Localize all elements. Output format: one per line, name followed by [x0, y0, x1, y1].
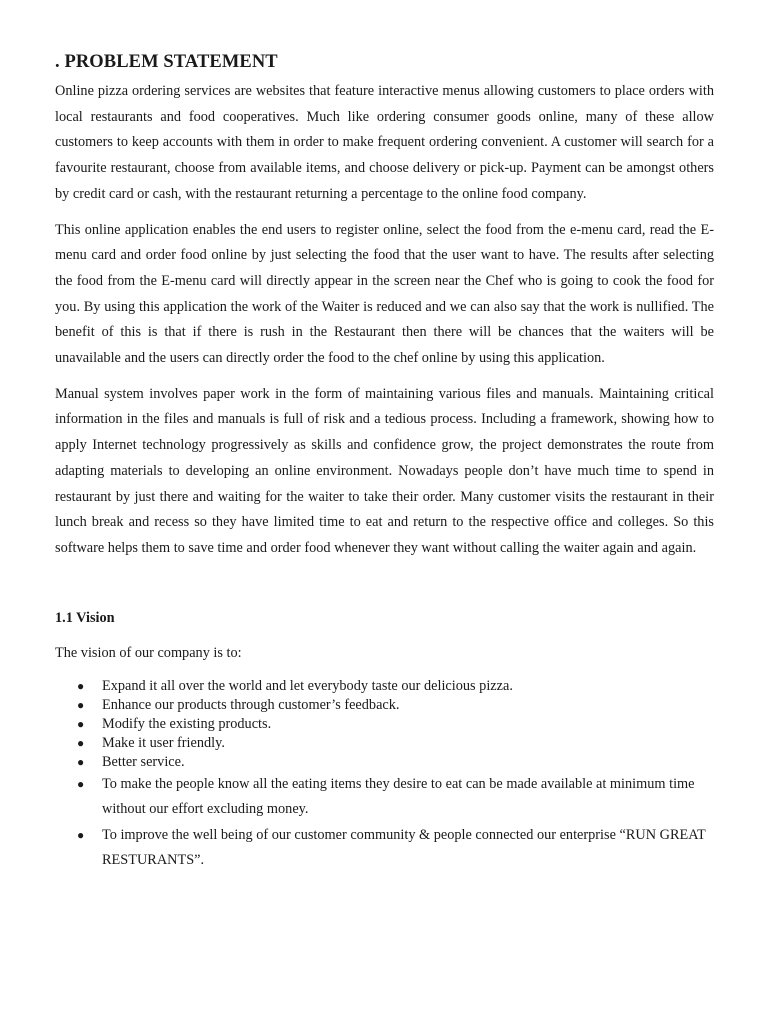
bullet-icon: ●: [77, 827, 85, 842]
list-item-text: Modify the existing products.: [102, 715, 272, 732]
section-heading-vision: 1.1 Vision: [55, 609, 115, 626]
list-item-text: Make it user friendly.: [102, 734, 225, 751]
bullet-icon: ●: [77, 716, 85, 731]
list-item: [55, 734, 714, 753]
bullet-icon: ●: [77, 697, 85, 712]
bullet-icon: ●: [77, 678, 85, 693]
list-item: [55, 696, 714, 715]
list-item-text: Better service.: [102, 753, 185, 770]
list-item-text: Expand it all over the world and let everybody taste our delicious pizza.: [102, 677, 513, 694]
list-item: [55, 677, 714, 696]
vision-intro: The vision of our company is to:: [55, 644, 242, 661]
bullet-icon: ●: [77, 754, 85, 769]
document-page: [55, 52, 714, 874]
paragraph-manual-system: Manual system involves paper work in the form of maintaining various files and manuals. Maintaining critical information in the files and manuals is full of risk and a tedious process. Including a framework, showing how to apply Internet technology progressively as skills and confidence grow, the project demonstrates the route from adapting materials to developing an online environment. Nowadays people don’t have much time to spend in restaurant by just there and waiting for the waiter to take their order. Many customer visits the restaurant in their lunch break and recess so they have limited time to eat and return to the respective office and colleges. So this software helps them to save time and order food whenever they want without calling the waiter again and again.: [55, 385, 714, 556]
bullet-icon: ●: [77, 735, 85, 750]
list-item: [55, 753, 714, 772]
list-item: [55, 715, 714, 734]
page-title: . PROBLEM STATEMENT: [55, 52, 278, 72]
list-item: [55, 823, 714, 874]
list-item-text: To improve the well being of our customer community & people connected our enterprise “RUN GREAT RESTURANTS”.: [102, 826, 706, 869]
list-item-text: To make the people know all the eating items they desire to eat can be made available at minimum time without our effort excluding money.: [102, 775, 695, 818]
list-item: [55, 772, 714, 823]
list-item-text: Enhance our products through customer’s feedback.: [102, 696, 400, 713]
paragraph-online-ordering: Online pizza ordering services are websites that feature interactive menus allowing customers to place orders with local restaurants and food cooperatives. Much like ordering consumer goods online, many of these allow customers to keep accounts with them in order to make frequent ordering convenient. A customer will search for a favourite restaurant, choose from available items, and choose delivery or pick-up. Payment can be amongst others by credit card or cash, with the restaurant returning a percentage to the online food company.: [55, 83, 714, 202]
bullet-icon: ●: [77, 776, 85, 791]
section-spacer: [55, 572, 714, 610]
vision-list: [55, 677, 714, 874]
paragraph-application: This online application enables the end users to register online, select the food from the e-menu card, read the E-menu card and order food online by just selecting the food that the user want to have. The results after selecting the food from the E-menu card will directly appear in the screen near the Chef who is going to cook the food for you. By using this application the work of the Waiter is reduced and we can also say that the work is nullified. The benefit of this is that if there is rush in the Restaurant then there will be chances that the waiters will be unavailable and the users can directly order the food to the chef online by using this application.: [55, 221, 714, 367]
